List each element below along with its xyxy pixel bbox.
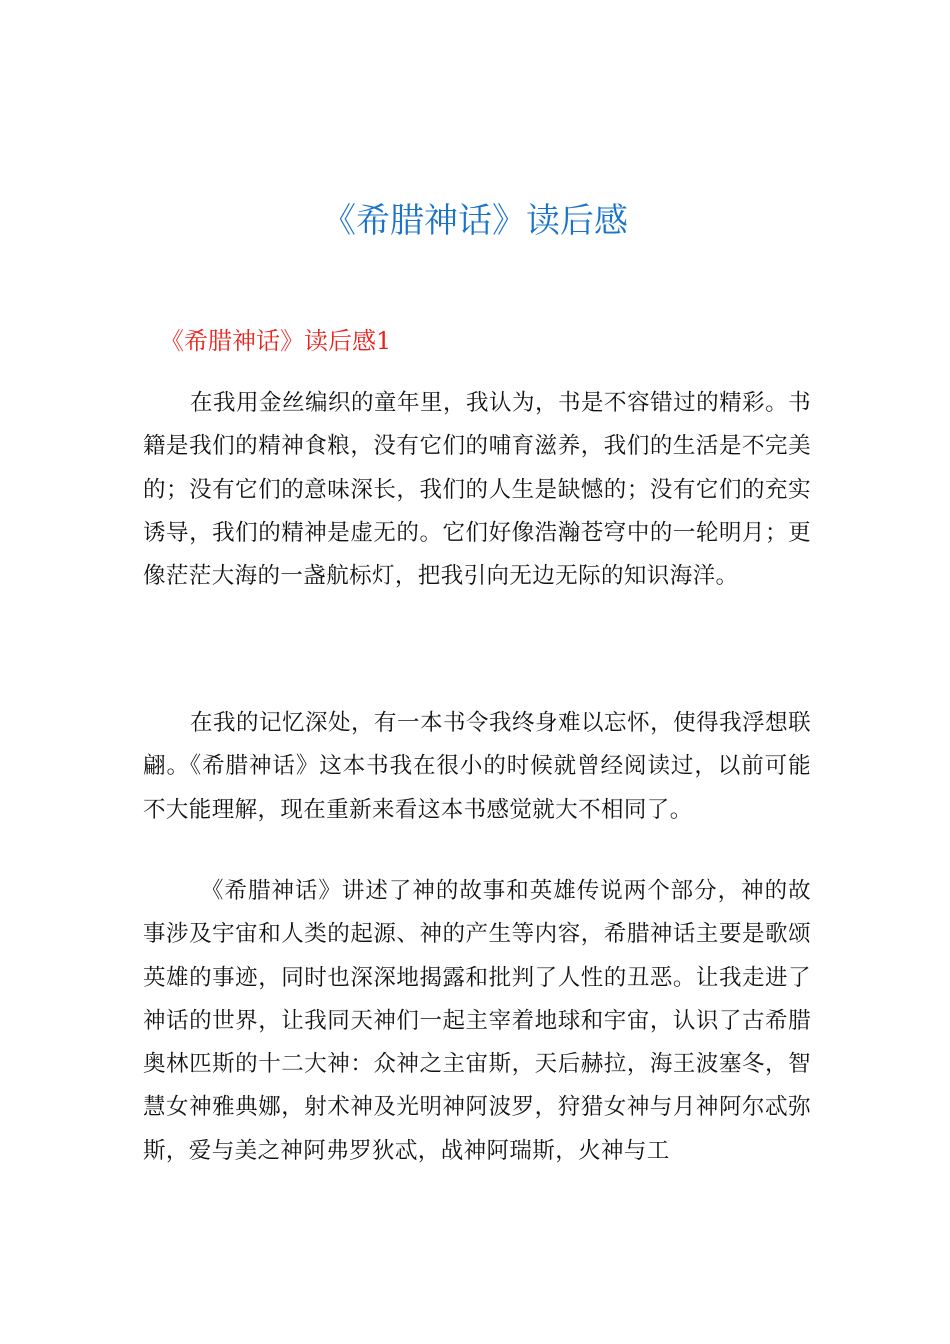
document-title: 《希腊神话》读后感	[322, 201, 628, 241]
body-paragraph-2: 在我的记忆深处，有一本书令我终身难以忘怀，使得我浮想联翩。《希腊神话》这本书我在很小的时候就曾经阅读过，以前可能不大能理解，现在重新来看这本书感觉就大不相同了。	[143, 710, 811, 823]
section-heading: 《希腊神话》读后感1	[160, 327, 392, 355]
body-paragraph-3: 《希腊神话》讲述了神的故事和英雄传说两个部分，神的故事涉及宇宙和人类的起源、神的产生等内容，希腊神话主要是歌颂英雄的事迹，同时也深深地揭露和批判了人性的丑恶。让我走进了神话的世界，让我同天神们一起主宰着地球和宇宙，认识了古希腊奥林匹斯的十二大神：众神之主宙斯，天后赫拉，海王波塞冬，智慧女神雅典娜，射术神及光明神阿波罗，狩猎女神与月神阿尔忒弥斯，爱与美之神阿弗罗狄忒，战神阿瑞斯，火神与工	[143, 878, 811, 1164]
body-paragraph-1: 在我用金丝编织的童年里，我认为，书是不容错过的精彩。书籍是我们的精神食粮，没有它们的哺育滋养，我们的生活是不完美的；没有它们的意味深长，我们的人生是缺憾的；没有它们的充实诱导，我们的精神是虚无的。它们好像浩瀚苍穹中的一轮明月；更像茫茫大海的一盏航标灯，把我引向无边无际的知识海洋。	[143, 390, 811, 590]
